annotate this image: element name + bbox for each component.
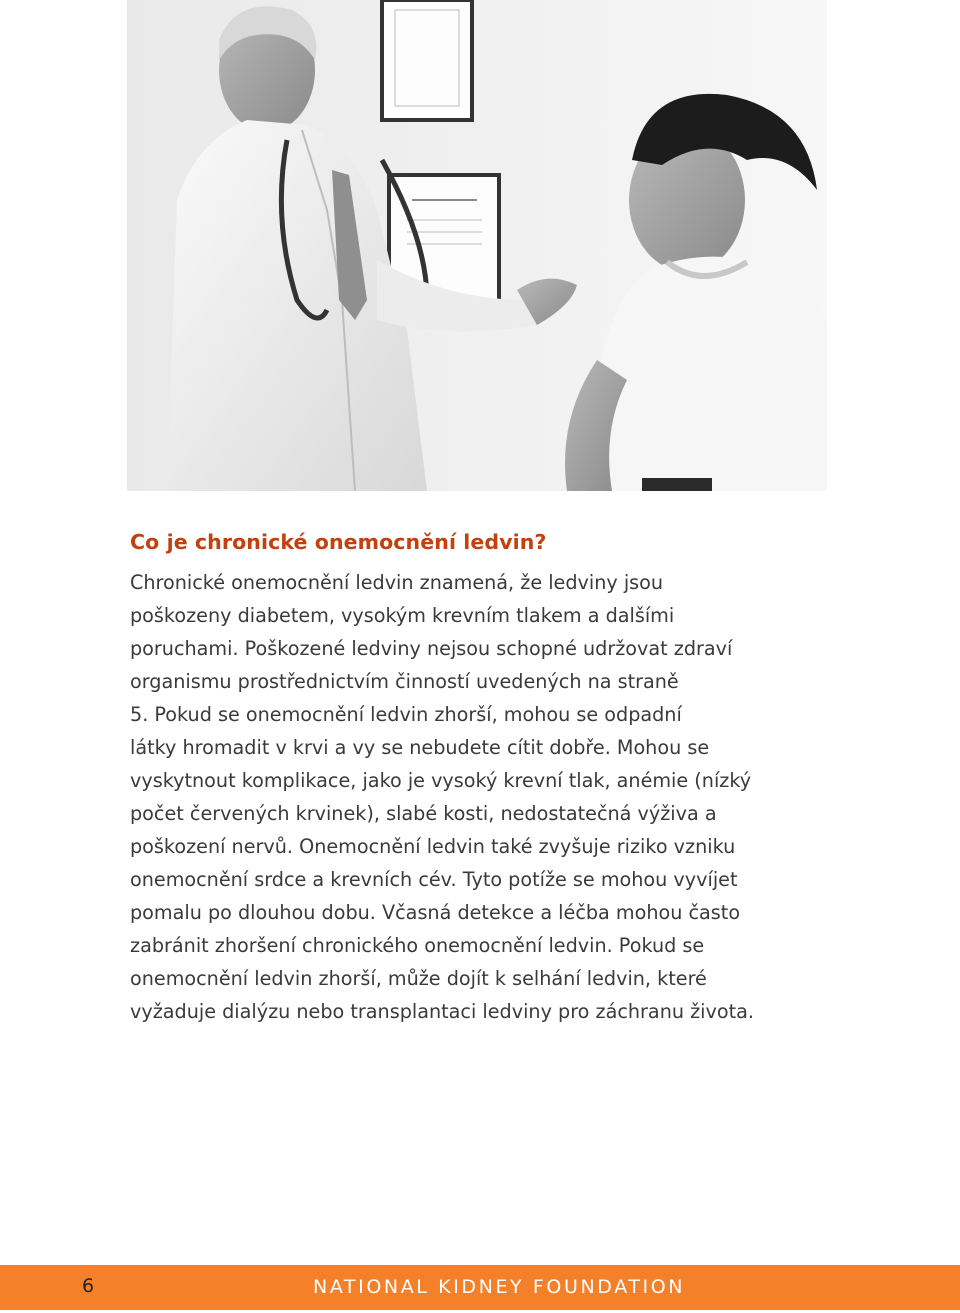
paragraph-line: poškozeny diabetem, vysokým krevním tlakem a dalšími xyxy=(130,604,675,627)
paragraph-line: látky hromadit v krvi a vy se nebudete cítit dobře. Mohou se xyxy=(130,736,710,759)
page-number: 6 xyxy=(82,1275,95,1297)
paragraph-line: zabránit zhoršení chronického onemocnění ledvin. Pokud se xyxy=(130,934,705,957)
footer-title: NATIONAL KIDNEY FOUNDATION xyxy=(313,1276,686,1298)
paragraph-line: organismu prostřednictvím činností uvedených na straně xyxy=(130,670,679,693)
paragraph-line: 5. Pokud se onemocnění ledvin zhorší, mohou se odpadní xyxy=(130,703,682,726)
section-heading: Co je chronické onemocnění ledvin? xyxy=(130,530,547,554)
paragraph-line: počet červených krvinek), slabé kosti, nedostatečná výživa a xyxy=(130,802,717,825)
paragraph-line: onemocnění ledvin zhorší, může dojít k selhání ledvin, které xyxy=(130,967,707,990)
body-paragraph xyxy=(130,566,870,1028)
paragraph-line: pomalu po dlouhou dobu. Včasná detekce a léčba mohou často xyxy=(130,901,741,924)
paragraph-line: onemocnění srdce a krevních cév. Tyto potíže se mohou vyvíjet xyxy=(130,868,738,891)
paragraph-line: vyskytnout komplikace, jako je vysoký krevní tlak, anémie (nízký xyxy=(130,769,752,792)
paragraph-line: vyžaduje dialýzu nebo transplantaci ledviny pro záchranu života. xyxy=(130,1000,754,1023)
paragraph-line: poruchami. Poškozené ledviny nejsou schopné udržovat zdraví xyxy=(130,637,733,660)
doctor-patient-photo xyxy=(127,0,827,491)
paragraph-line: Chronické onemocnění ledvin znamená, že ledviny jsou xyxy=(130,571,664,594)
paragraph-line: poškození nervů. Onemocnění ledvin také zvyšuje riziko vzniku xyxy=(130,835,736,858)
